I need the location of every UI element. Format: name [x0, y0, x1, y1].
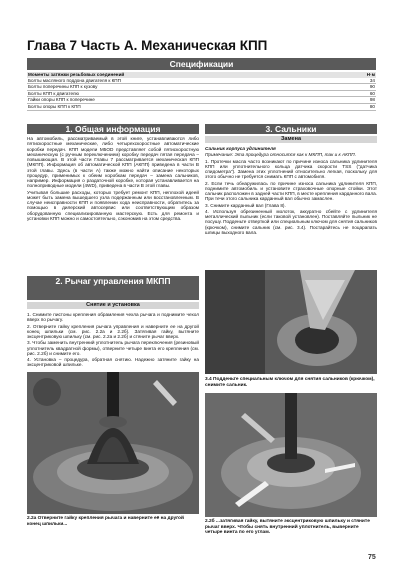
row-value: 98: [369, 97, 375, 103]
section-title-general: 1. Общая информация: [27, 124, 199, 134]
photo-seal-removal: [205, 270, 377, 374]
table-row: [27, 84, 376, 91]
torque-table: [27, 72, 376, 111]
caption-3-4: 3.4 Подденьте специальным ключом для снятия сальников (крючком), снимите сальник.: [205, 377, 375, 388]
paragraph-heading: Сальник корпуса удлинителя: [205, 146, 276, 151]
general-text: [27, 136, 199, 222]
seal-removal-image: [205, 270, 377, 374]
photo-extension-nut: [205, 393, 377, 517]
torque-table-caption: Моменты затяжки резьбовых соединений: [28, 72, 125, 77]
row-value: 90: [369, 84, 375, 90]
row-value: 34: [369, 77, 375, 83]
gearlever-boot-image: [27, 372, 199, 514]
row-name: Болты опоры КПП к КПП: [28, 103, 81, 109]
paragraph: На автомобиль, рассматриваемый в этой книге, устанавливаются либо пятискоростные механические, либо четырехскоростные автоматические коробки передач. КПП модели M5OD представляет собой пятискоростную механическую (с ручным переключением) коробку передач пятая передача – повышающая. В этой части Главы 7 рассматривается механическая КПП (МКПП). Информация об автоматической КПП (АКПП) приведена в части В этой главы. Здесь (в части А) также можно найти описание некоторых процедур, применимых к обеим коробкам передач – замена сальников, например. Информация о раздаточной коробке, которая устанавливается на полноприводные модели (4WD), приведена в части В этой главы.: [27, 136, 199, 189]
paragraph: Учитывая большие расходы, которых требует ремонт КПП, неплохой идеей может быть замена вышедшего узла подержанным или восстановленным. В случае неисправности КПП и появлении хода неисправности, обратитесь за помощью в дилерский автосервис или соответствующим образом оборудованную специализированную мастерскую. Есть для ремонта и установки КПП можно и самостоятельно, сэкономив на этом средства.: [27, 189, 199, 221]
row-name: Болты поперечины КПП к кузову: [28, 84, 98, 90]
section-title-seals: 3. Сальники: [205, 124, 377, 134]
chapter-title: Глава 7 Часть А. Механическая КПП: [27, 38, 268, 53]
table-row: [27, 78, 376, 85]
lever-steps: [27, 312, 199, 369]
page-number: 75: [368, 554, 376, 561]
extension-nut-image: [205, 393, 377, 517]
row-name: Болты КПП к двигателю: [28, 90, 79, 96]
section-title-lever: 2. Рычаг управления МКПП: [27, 276, 199, 300]
specs-band: Спецификации: [27, 58, 376, 70]
torque-table-unit: Н·м: [366, 72, 375, 77]
step: 4. Установка – процедура, обратная снятию. Надежно затяните гайку на эксцентриковой шпильке.: [27, 357, 199, 368]
row-value: 60: [369, 90, 375, 96]
row-name: Болты масляного поддона двигателя к КПП: [28, 77, 121, 83]
step: 1. Протечки масла часто возникают по причине износа сальника удлинителя КПП или уплотнительного кольца датчика скорости TSS ("датчика спидометра"). Замена этих уплотнений относительно легкая, поскольку для этого обычно не требуется снимать КПП с автомобиля.: [205, 158, 377, 180]
step: 4. Используя обрезиненный молоток, аккуратно сбейте с удлинителя металлический пыльник (если таковой установлен). Поставляйте пыльник не посушу. Подденьте отверткой или специальным ключом для снятия сальников (крючком), снимите сальник (см. рис. 3.4). Постарайтесь не поцарапать шлицы выходного вала.: [205, 208, 377, 235]
row-value: 80: [369, 103, 375, 109]
table-row: [27, 97, 376, 104]
subtitle-removal: Снятие и установка: [27, 302, 199, 309]
seals-text: [205, 146, 377, 236]
note: Примечание: Эта процедура относится как к МКПП, так и к АКПП.: [205, 152, 356, 158]
subtitle-replacement: Замена: [205, 136, 377, 143]
row-name: Гайки опоры КПП к поперечине: [28, 97, 95, 103]
photo-gearlever-boot: [27, 372, 199, 514]
step: 1. Снимите пистоны крепления обрамления чехла рычага и поднимите чехол вверх по рычагу.: [27, 312, 199, 323]
caption-2-2b: 2.2б ...затягивая гайку, вытяните эксцентриковую шпильку и стяните рычаг вверх. Чтобы снять внутренний уплотнитель, выверните четыре винта по его углам.: [205, 519, 370, 536]
caption-2-2a: 2.2а Отверните гайку крепления рычага и наверните её на другой конец шпильки...: [27, 516, 184, 527]
step: 2. Отверните гайку крепления рычага управления и наверните ее на другой конец шпильки (см. рис. 2.2а и 2.2б). Затягивая гайку, вытяните эксцентриковую шпильку (см. рис. 2.2а и 2.2б) и стяните рычаг вверх.: [27, 323, 199, 339]
step: 3. Чтобы заменить внутренний уплотнитель рычага переключения (резиновый уплотнитель квадратной формы), отверните четыре винта его крепления (см. рис. 2.2б) и снимите его.: [27, 340, 199, 356]
table-row: [27, 104, 376, 111]
step: 2. Если течь обнаружилась по причине износа сальника удлинителя КПП, поднимите автомобиль и установите страховочные опорные стойки. Этот сальник расположен в задней части КПП, в месте крепления карданного вала. При течи этого сальника карданный вал обычно замаслен.: [205, 180, 377, 202]
step: 3. Снимите карданный вал (Глава 8).: [205, 202, 286, 208]
